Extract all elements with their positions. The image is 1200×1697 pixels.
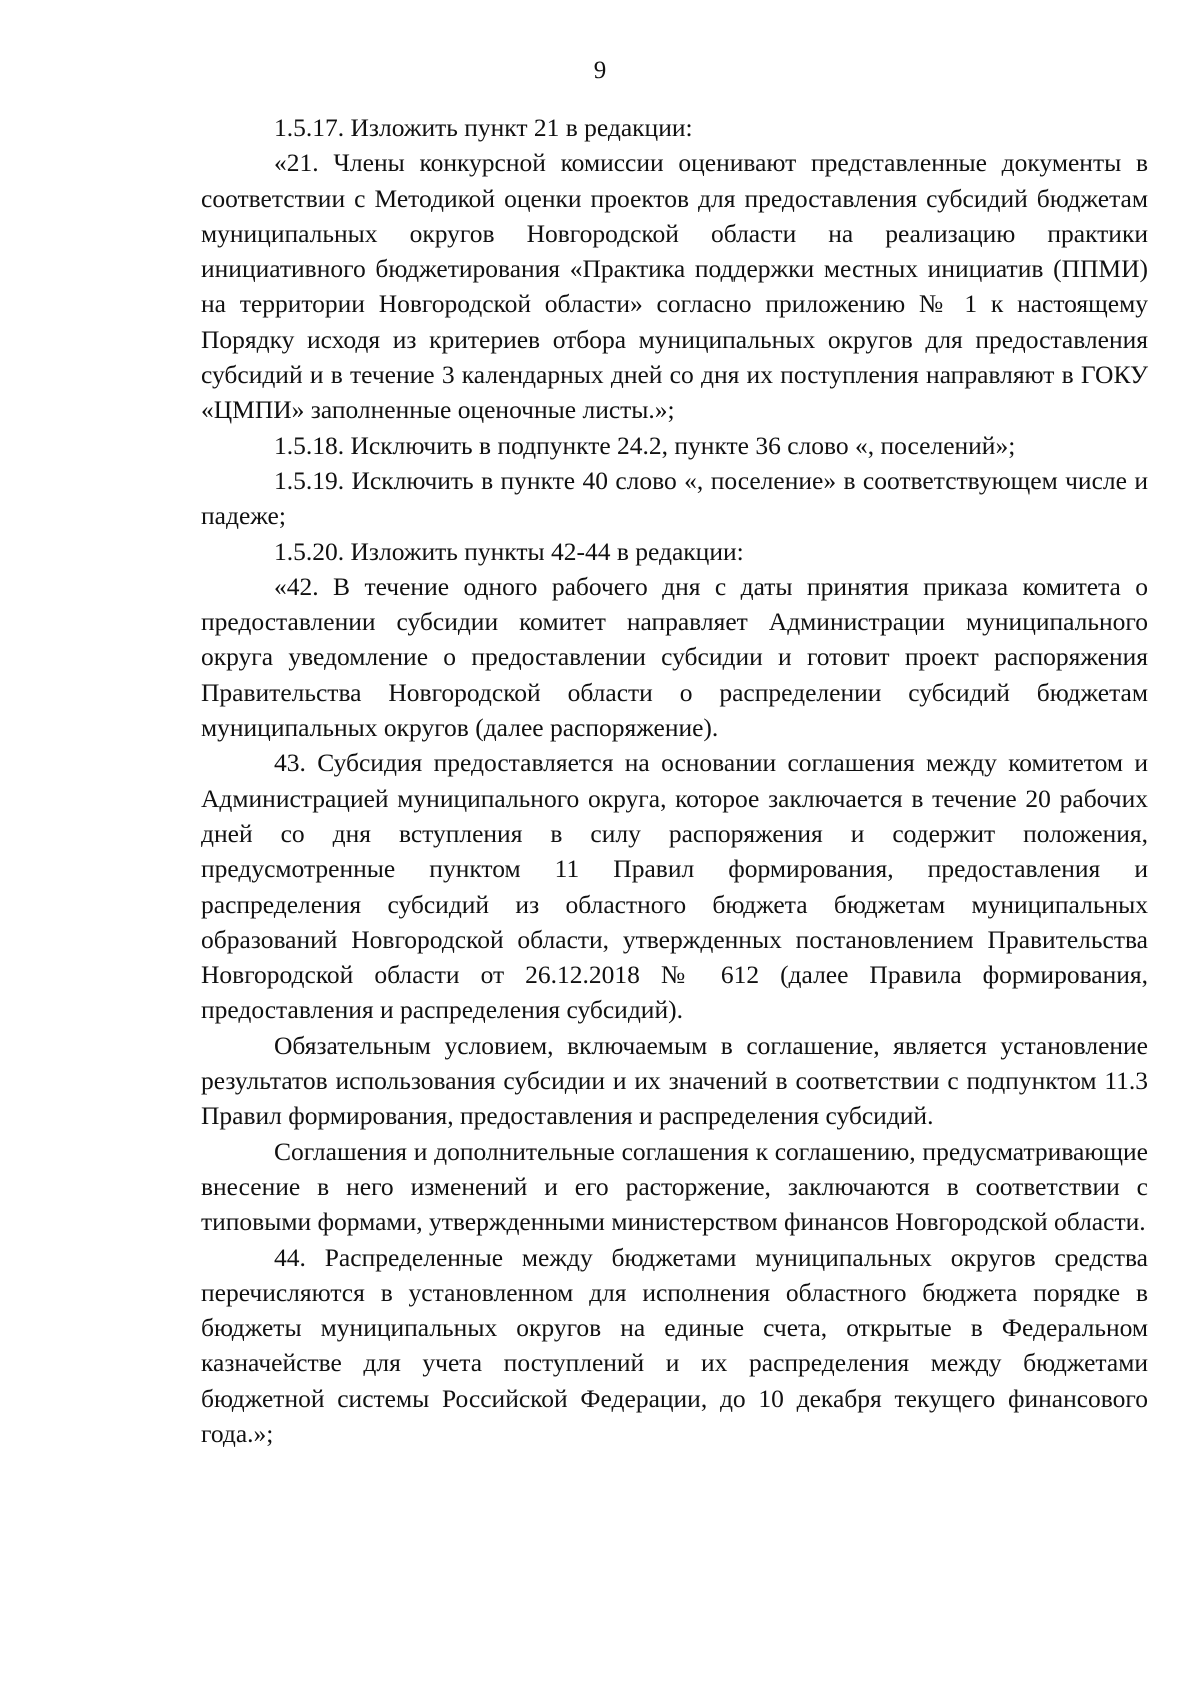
paragraph-1-5-19: 1.5.19. Исключить в пункте 40 слово «, поселение» в соответствующем числе и падеже; — [201, 465, 1148, 531]
paragraph-item-42: «42. В течение одного рабочего дня с даты принятия приказа комитета о предоставлении субсидии комитет направляет Администрации муниципального округа уведомление о предоставлении субсидии и готовит проект распоряжения Правительства Новгородской области о распределении субсидий бюджетам муниципальных округов (далее распоряжение). — [201, 571, 1148, 743]
page-number: 9 — [593, 57, 607, 84]
paragraph-1-5-18: 1.5.18. Исключить в подпункте 24.2, пункте 36 слово «, поселений»; — [274, 430, 1016, 460]
paragraph-item-43: 43. Субсидия предоставляется на основании соглашения между комитетом и Администрацией муниципального округа, которое заключается в течение 20 рабочих дней со дня вступления в силу распоряжения и содержит положения, предусмотренные пунктом 11 Правил формирования, предоставления и распределения субсидий из областного бюджета бюджетам муниципальных образований Новгородской области, утвержденных постановлением Правительства Новгородской области от 26.12.2018 № 612 (далее Правила формирования, предоставления и распределения субсидий). — [201, 748, 1148, 1025]
paragraph-item-21: «21. Члены конкурсной комиссии оценивают представленные документы в соответствии с Методикой оценки проектов для предоставления субсидий бюджетам муниципальных округов Новгородской области на реализацию практики инициативного бюджетирования «Практика поддержки местных инициатив (ППМИ) на территории Новгородской области» согласно приложению № 1 к настоящему Порядку исходя из критериев отбора муниципальных округов для предоставления субсидий и в течение 3 календарных дней со дня их поступления направляют в ГОКУ «ЦМПИ» заполненные оценочные листы.»; — [201, 148, 1148, 425]
paragraph-1-5-20: 1.5.20. Изложить пункты 42-44 в редакции: — [274, 536, 744, 566]
document-body — [201, 110, 1148, 1451]
paragraph-agreements: Соглашения и дополнительные соглашения к соглашению, предусматривающие внесение в него изменений и его расторжение, заключаются в соответствии с типовыми формами, утвержденными министерством финансов Новгородской области. — [201, 1136, 1148, 1237]
paragraph-mandatory-condition: Обязательным условием, включаемым в соглашение, является установление результатов использования субсидии и их значений в соответствии с подпунктом 11.3 Правил формирования, предоставления и распределения субсидий. — [201, 1030, 1148, 1131]
paragraph-1-5-17: 1.5.17. Изложить пункт 21 в редакции: — [274, 113, 693, 142]
paragraph-item-44: 44. Распределенные между бюджетами муниципальных округов средства перечисляются в установленном для исполнения областного бюджета порядке в бюджеты муниципальных округов на единые счета, открытые в Федеральном казначействе для учета поступлений и их распределения между бюджетами бюджетной системы Российской Федерации, до 10 декабря текущего финансового года.»; — [201, 1242, 1148, 1448]
